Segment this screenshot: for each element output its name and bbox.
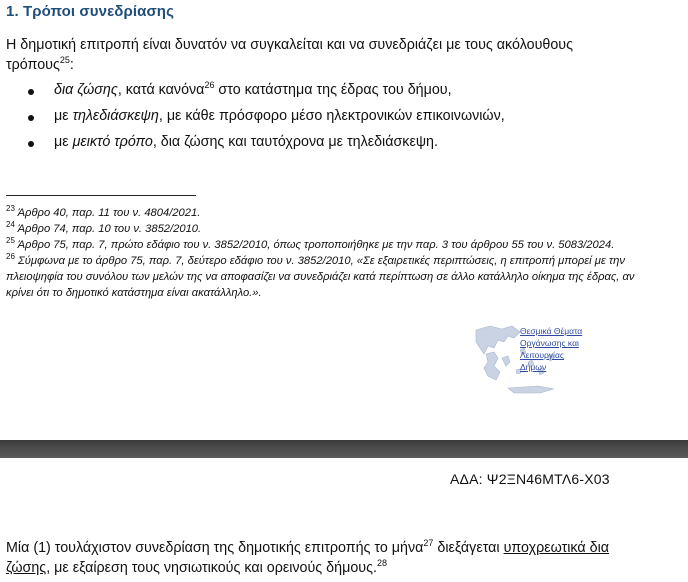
logo-line: Οργάνωσης και xyxy=(520,338,579,348)
paragraph-text: Μία (1) τουλάχιστον συνεδρίαση της δημοτικής επιτροπής το μήνα xyxy=(6,540,424,556)
em-mixed: μεικτό τρόπο xyxy=(72,134,153,150)
bullet-icon xyxy=(28,89,34,95)
logo-line: Λειτουργίας xyxy=(520,350,564,360)
footnote-26 xyxy=(6,253,636,301)
greece-map-logo[interactable] xyxy=(468,320,618,400)
intro-text: Η δημοτική επιτροπή είναι δυνατόν να συγκαλείται και να συνεδριάζει με τους ακόλουθους τρόπους xyxy=(6,37,574,73)
bullet-icon xyxy=(28,141,34,147)
footnote-number: 24 xyxy=(6,220,15,229)
logo-caption[interactable] xyxy=(520,325,610,373)
footnote-24 xyxy=(6,221,636,237)
list-item-text: , δια ζώσης και ταυτόχρονα με τηλεδιάσκεψη. xyxy=(152,134,438,150)
footnote-number: 23 xyxy=(6,204,15,213)
footnote-ref-28[interactable]: 28 xyxy=(376,558,387,568)
page2-paragraph xyxy=(6,538,646,578)
list-item-text: με xyxy=(54,134,73,150)
footnote-ref-25[interactable]: 25 xyxy=(59,55,70,65)
list-item-text: , με κάθε πρόσφορο μέσο ηλεκτρονικών επικοινωνιών, xyxy=(158,108,505,124)
footnote-text: Άρθρο 40, παρ. 11 του ν. 4804/2021. xyxy=(14,207,201,219)
paragraph-text: , με εξαίρεση τους νησιωτικούς και ορεινούς δήμους. xyxy=(46,560,377,576)
footnote-text: Άρθρο 75, παρ. 7, πρώτο εδάφιο του ν. 3852/2010, όπως τροποποιήθηκε με την παρ. 3 του άρθρου 55 του ν. 5083/2024. xyxy=(14,239,615,251)
footnote-text: Άρθρο 74, παρ. 10 του ν. 3852/2010. xyxy=(14,223,202,235)
list-item-text: με xyxy=(54,108,73,124)
list-item-text: στο κατάστημα της έδρας του δήμου, xyxy=(214,82,452,98)
ada-identifier: ΑΔΑ: Ψ2ΞΝ46ΜΤΛ6-Χ03 xyxy=(450,471,610,487)
footnote-25 xyxy=(6,237,636,253)
footnote-ref-27[interactable]: 27 xyxy=(423,538,434,548)
document-page-2 xyxy=(0,458,688,582)
em-teleconference: τηλεδιάσκεψη xyxy=(72,108,159,124)
footnote-ref-26[interactable]: 26 xyxy=(204,80,215,90)
footnote-23 xyxy=(6,205,636,221)
footnotes xyxy=(6,205,636,301)
list-item-text: , κατά κανόνα xyxy=(117,82,205,98)
footnote-text: Σύμφωνα με το άρθρο 75, παρ. 7, δεύτερο εδάφιο του ν. 3852/2010, «Σε εξαιρετικές περιπτώσεις, η επιτροπή μπορεί με την πλειοψηφία του συνόλου των μελών της να αποφασίζει να συνεδριάζει κατά περίπτωση σε άλλο κατάλληλο οίκημα της έδρας, αν κρίνει ότι το δημοτικό κατάστημα είναι ακατάλληλο.». xyxy=(6,255,635,299)
page-separator xyxy=(0,440,688,458)
footnote-number: 26 xyxy=(6,252,15,261)
logo-line: Θεσμικά Θέματα xyxy=(520,326,583,336)
intro-colon: : xyxy=(69,57,74,73)
em-in-person: δια ζώσης xyxy=(54,82,118,98)
paragraph-text: διεξάγεται xyxy=(433,540,504,556)
underlined-text: υποχρεωτικά δια ζώσης xyxy=(6,540,610,576)
intro-paragraph xyxy=(6,35,636,75)
section-heading: 1. Τρόποι συνεδρίασης xyxy=(6,3,174,20)
logo-line: Δήμων xyxy=(520,362,547,372)
bullet-icon xyxy=(28,115,34,121)
footnote-number: 25 xyxy=(6,236,15,245)
footnote-separator xyxy=(6,195,196,196)
